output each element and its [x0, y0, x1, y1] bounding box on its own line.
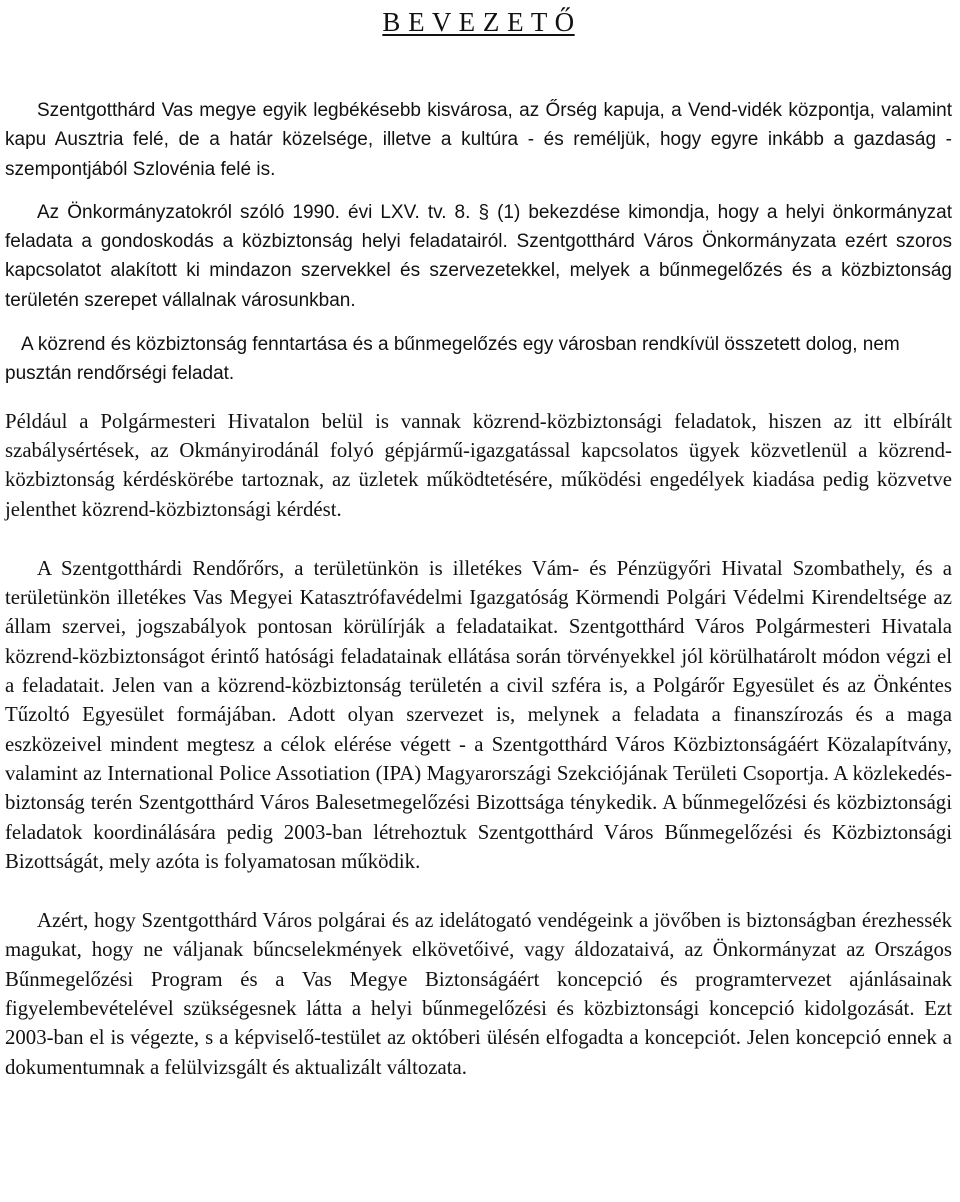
- concept-paragraph: Azért, hogy Szentgotthárd Város polgárai és az idelátogató vendégeink a jövőben is biztonságban érezhessék magukat, hogy ne váljanak bűncselekmények elkövetőivé, vagy áldozataivá, az Önkormányzat az Országos Bűnmegelőzési Program és a Vas Megye Biztonságáért koncepció és programtervezet ajánlásainak figyelembevételével szükségesnek látta a helyi bűnmegelőzési és közbiztonsági koncepció kidolgozását. Ezt 2003-ban el is végezte, s a képviselő-testület az októberi ülésén elfogadta a koncepciót. Jelen koncepció ennek a dokumentumnak a felülvizsgált és aktualizált változata.: [5, 909, 952, 1079]
- organizations-paragraph: A Szentgotthárdi Rendőrőrs, a területünkön is illetékes Vám- és Pénzügyőri Hivatal Szombathely, és a területünkön illetékes Vas Megyei Katasztrófavédelmi Igazgatóság Körmendi Polgári Védelmi Kirendeltsége az állam szervei, jogszabályok pontosan körülírják a feladataikat. Szentgotthárd Város Polgármesteri Hivatala közrend-közbiztonságot érintő hatósági feladatainak ellátása során törvényekkel jól körülhatárolt módon végzi el a feladatait. Jelen van a közrend-közbiztonság területén a civil szféra is, a Polgárőr Egyesület és az Önkéntes Tűzoltó Egyesület formájában. Adott olyan szervezet is, melynek a feladata a finanszírozás és a maga eszközeivel mindent megtesz a célok elérése végett - a Szentgotthárd Város Közbiztonságáért Közalapítvány, valamint az International Police Assotiation (IPA) Magyarországi Szekciójának Területi Csoportja. A közlekedés-biztonság terén Szentgotthárd Város Balesetmegelőzési Bizottsága ténykedik. A bűnmegelőzési és közbiztonsági feladatok koordinálására pedig 2003-ban létrehoztuk Szentgotthárd Város Bűnmegelőzési és Közbiztonsági Bizottságát, mely azóta is folyamatosan működik.: [5, 556, 952, 873]
- document-title: B E V E Z E T Ő: [382, 7, 575, 37]
- public-order-paragraph: A közrend és közbiztonság fenntartása és a bűnmegelőzés egy városban rendkívül összetett dolog, nem pusztán rendőrségi feladat.: [5, 334, 900, 385]
- intro-paragraph: Szentgotthárd Vas megye egyik legbékésebb kisvárosa, az Őrség kapuja, a Vend-vidék központja, valamint kapu Ausztria felé, de a határ közelsége, illetve a kultúra - és reméljük, hogy egyre inkább a gazdaság - szempontjából Szlovénia felé is.: [5, 100, 952, 180]
- mayors-office-paragraph: Például a Polgármesteri Hivatalon belül is vannak közrend-közbiztonsági feladatok, hiszen az itt elbírált szabálysértések, az Okmányirodánál folyó gépjármű-igazgatással kapcsolatos ügyek közvetlenül a közrend-közbiztonság kérdéskörébe tartoznak, az üzletek működtetésére, működési engedélyek kiadása pedig közvetve jelenthet közrend-közbiztonsági kérdést.: [5, 409, 952, 521]
- legal-basis-paragraph: Az Önkormányzatokról szóló 1990. évi LXV. tv. 8. § (1) bekezdése kimondja, hogy a helyi önkormányzat feladata a gondoskodás a közbiztonság helyi feladatairól. Szentgotthárd Város Önkormányzata ezért szoros kapcsolatot alakított ki mindazon szervekkel és szervezetekkel, melyek a bűnmegelőzés és a közbiztonság területén szerepet vállalnak városunkban.: [5, 201, 952, 311]
